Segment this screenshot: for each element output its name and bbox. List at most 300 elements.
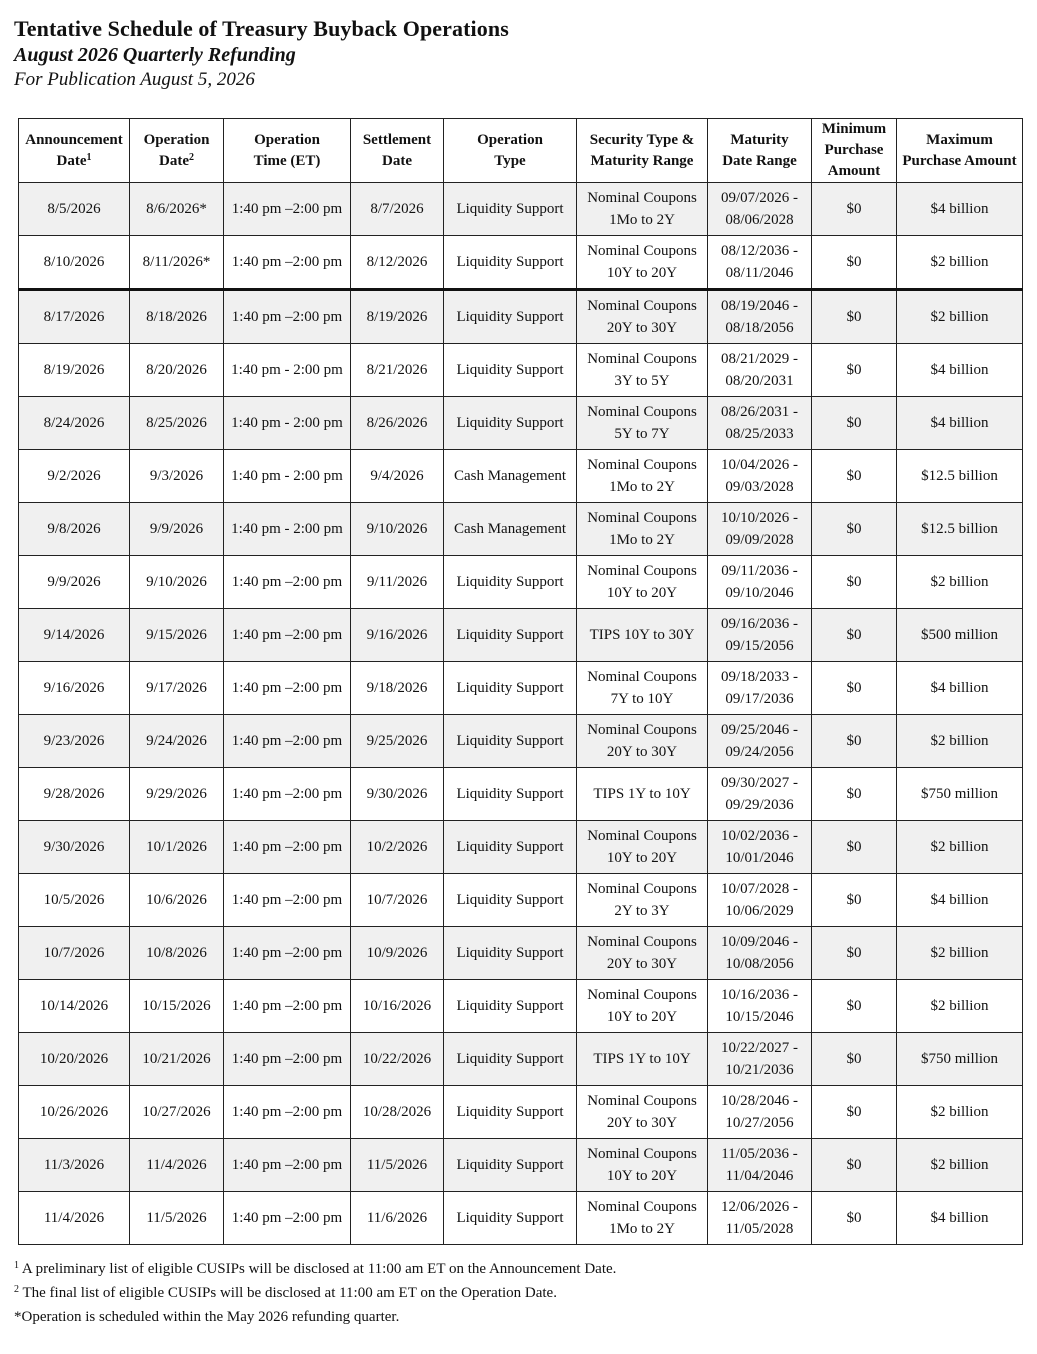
- table-row: [19, 715, 1023, 768]
- security-type-cell-text: TIPS 1Y to 10Y: [593, 1051, 691, 1067]
- settlement-date-cell: [351, 236, 444, 290]
- footnote: [14, 1306, 399, 1329]
- security-type-cell-text: 5Y to 7Y: [614, 426, 670, 442]
- security-type-cell-text: 10Y to 20Y: [606, 850, 678, 866]
- operation-date-cell: [130, 503, 224, 556]
- operation-date-cell-text: 10/27/2026: [142, 1104, 211, 1120]
- operation-time-cell-text: 1:40 pm - 2:00 pm: [231, 468, 343, 484]
- minimum-amount-cell: [812, 821, 897, 874]
- announcement-date-cell: [19, 183, 130, 236]
- column-header: [224, 119, 351, 183]
- operation-type-cell-text: Cash Management: [453, 521, 567, 537]
- security-type-cell: [577, 503, 708, 556]
- column-header-line: Minimum: [821, 121, 887, 137]
- column-header-line: Security Type &: [589, 131, 695, 148]
- document-subtitle: August 2026 Quarterly Refunding: [14, 44, 296, 66]
- operation-date-cell: [130, 1086, 224, 1139]
- maturity-range-cell-text: 11/05/2028: [725, 1221, 794, 1237]
- maturity-range-cell-text: 09/03/2028: [725, 479, 794, 495]
- table-body: [19, 183, 1023, 1245]
- minimum-amount-cell: [812, 556, 897, 609]
- settlement-date-cell: [351, 715, 444, 768]
- announcement-date-cell: [19, 1192, 130, 1245]
- security-type-cell: [577, 1033, 708, 1086]
- settlement-date-cell: [351, 556, 444, 609]
- footnote-text: The final list of eligible CUSIPs will be disclosed at 11:00 am ET on the Operation Date.: [19, 1285, 557, 1301]
- settlement-date-cell-text: 8/26/2026: [366, 415, 428, 431]
- security-type-cell-text: 1Mo to 2Y: [609, 479, 675, 495]
- security-type-cell: [577, 768, 708, 821]
- table-row: [19, 450, 1023, 503]
- security-type-cell: [577, 1139, 708, 1192]
- settlement-date-cell: [351, 1139, 444, 1192]
- operation-date-cell-text: 10/15/2026: [142, 998, 211, 1014]
- minimum-amount-cell-text: $0: [846, 309, 862, 325]
- maximum-amount-cell: [897, 1086, 1023, 1139]
- operation-time-cell-text: 1:40 pm –2:00 pm: [231, 892, 343, 908]
- settlement-date-cell: [351, 874, 444, 927]
- announcement-date-cell-text: 11/4/2026: [43, 1210, 105, 1226]
- minimum-amount-cell-text: $0: [846, 945, 862, 961]
- maturity-range-cell-text: 09/30/2027 -: [720, 775, 799, 791]
- operation-time-cell: [224, 1139, 351, 1192]
- operation-date-cell-text: 11/5/2026: [146, 1210, 207, 1226]
- operation-time-cell-text: 1:40 pm –2:00 pm: [231, 945, 343, 961]
- operation-time-cell: [224, 344, 351, 397]
- table-row: [19, 1086, 1023, 1139]
- operation-type-cell: [444, 290, 577, 344]
- operation-time-cell: [224, 821, 351, 874]
- operation-type-cell-text: Liquidity Support: [456, 733, 564, 749]
- maturity-range-cell-text: 10/09/2046 -: [720, 934, 799, 950]
- operation-time-cell-text: 1:40 pm –2:00 pm: [231, 786, 343, 802]
- operation-time-cell-text: 1:40 pm –2:00 pm: [231, 839, 343, 855]
- operation-type-cell-text: Liquidity Support: [456, 309, 564, 325]
- minimum-amount-cell: [812, 1192, 897, 1245]
- settlement-date-cell: [351, 1033, 444, 1086]
- minimum-amount-cell-text: $0: [846, 1104, 862, 1120]
- maximum-amount-cell-text: $4 billion: [930, 1210, 989, 1226]
- maturity-range-cell-text: 10/06/2029: [725, 903, 794, 919]
- maximum-amount-cell-text: $4 billion: [930, 201, 989, 217]
- maturity-range-cell: [708, 715, 812, 768]
- operation-date-cell-text: 8/20/2026: [146, 362, 207, 378]
- table-row: [19, 927, 1023, 980]
- operation-time-cell: [224, 183, 351, 236]
- operation-type-cell-text: Liquidity Support: [456, 998, 564, 1014]
- announcement-date-cell: [19, 397, 130, 450]
- maximum-amount-cell-text: $2 billion: [930, 733, 989, 749]
- operation-date-cell-text: 10/6/2026: [146, 892, 207, 908]
- operation-time-cell-text: 1:40 pm –2:00 pm: [231, 1104, 343, 1120]
- security-type-cell-text: Nominal Coupons: [587, 1146, 697, 1162]
- maturity-range-cell: [708, 1139, 812, 1192]
- operation-time-cell: [224, 609, 351, 662]
- maturity-range-cell-text: 08/20/2031: [725, 373, 794, 389]
- announcement-date-cell: [19, 1139, 130, 1192]
- announcement-date-cell: [19, 927, 130, 980]
- settlement-date-cell: [351, 503, 444, 556]
- minimum-amount-cell-text: $0: [846, 1210, 862, 1226]
- security-type-cell-text: 10Y to 20Y: [606, 1168, 678, 1184]
- security-type-cell-text: Nominal Coupons: [587, 457, 697, 473]
- column-header-line: Operation: [477, 131, 543, 148]
- maturity-range-cell-text: 10/16/2036 -: [720, 987, 799, 1003]
- security-type-cell-text: Nominal Coupons: [587, 510, 697, 526]
- operation-date-cell-text: 9/15/2026: [146, 627, 207, 643]
- maturity-range-cell: [708, 344, 812, 397]
- operation-date-cell-text: 9/24/2026: [146, 733, 207, 749]
- table-row: [19, 980, 1023, 1033]
- maturity-range-cell-text: 10/02/2036 -: [720, 828, 799, 844]
- operation-time-cell-text: 1:40 pm –2:00 pm: [231, 680, 343, 696]
- settlement-date-cell: [351, 344, 444, 397]
- table-row: [19, 556, 1023, 609]
- maturity-range-cell: [708, 290, 812, 344]
- maximum-amount-cell: [897, 821, 1023, 874]
- column-header: [812, 119, 897, 183]
- maximum-amount-cell-text: $750 million: [920, 1051, 999, 1067]
- maturity-range-cell-text: 09/11/2036 -: [721, 563, 798, 579]
- operation-type-cell: [444, 450, 577, 503]
- settlement-date-cell-text: 11/6/2026: [366, 1210, 428, 1226]
- column-header-line: Settlement: [362, 131, 432, 148]
- operation-type-cell: [444, 1139, 577, 1192]
- table-row: [19, 768, 1023, 821]
- maximum-amount-cell-text: $12.5 billion: [921, 468, 998, 484]
- operation-time-cell-text: 1:40 pm –2:00 pm: [231, 1051, 343, 1067]
- security-type-cell-text: Nominal Coupons: [587, 987, 697, 1003]
- operation-type-cell-text: Liquidity Support: [456, 1104, 564, 1120]
- minimum-amount-cell: [812, 980, 897, 1033]
- footnote-marker: 1: [86, 151, 92, 163]
- column-header-line: Date Range: [722, 152, 797, 169]
- operation-date-cell: [130, 397, 224, 450]
- minimum-amount-cell-text: $0: [846, 998, 862, 1014]
- security-type-cell: [577, 927, 708, 980]
- maturity-range-cell: [708, 1033, 812, 1086]
- announcement-date-cell-text: 8/17/2026: [43, 309, 105, 325]
- table-header-row: [19, 119, 1023, 183]
- table-row: [19, 821, 1023, 874]
- operation-type-cell: [444, 662, 577, 715]
- column-header-line: Date: [382, 152, 412, 169]
- operation-date-cell-text: 8/18/2026: [146, 309, 207, 325]
- operation-type-cell-text: Liquidity Support: [456, 362, 564, 378]
- operation-time-cell-text: 1:40 pm –2:00 pm: [231, 998, 343, 1014]
- operation-date-cell: [130, 1139, 224, 1192]
- announcement-date-cell-text: 9/14/2026: [43, 627, 105, 643]
- footnote-marker: 2: [14, 1284, 19, 1295]
- security-type-cell-text: 10Y to 20Y: [606, 265, 678, 281]
- security-type-cell-text: 1Mo to 2Y: [609, 1221, 675, 1237]
- maximum-amount-cell-text: $4 billion: [930, 680, 989, 696]
- operation-time-cell: [224, 503, 351, 556]
- minimum-amount-cell: [812, 236, 897, 290]
- settlement-date-cell-text: 9/10/2026: [366, 521, 428, 537]
- security-type-cell-text: 20Y to 30Y: [606, 320, 678, 336]
- maturity-range-cell-text: 11/04/2046: [725, 1168, 794, 1184]
- column-header-line: Operation: [143, 131, 210, 148]
- operation-time-cell-text: 1:40 pm –2:00 pm: [231, 1210, 343, 1226]
- operation-date-cell: [130, 344, 224, 397]
- column-header-line: Purchase Amount: [902, 152, 1017, 169]
- security-type-cell-text: 20Y to 30Y: [606, 744, 678, 760]
- announcement-date-cell-text: 8/5/2026: [47, 201, 101, 217]
- footnote-text: A preliminary list of eligible CUSIPs will be disclosed at 11:00 am ET on the Announcement Date.: [19, 1261, 617, 1277]
- security-type-cell-text: TIPS 10Y to 30Y: [589, 627, 695, 643]
- maximum-amount-cell: [897, 927, 1023, 980]
- maturity-range-cell-text: 08/21/2029 -: [720, 351, 799, 367]
- settlement-date-cell-text: 10/9/2026: [366, 945, 428, 961]
- minimum-amount-cell: [812, 290, 897, 344]
- minimum-amount-cell-text: $0: [846, 1051, 862, 1067]
- table-row: [19, 503, 1023, 556]
- maximum-amount-cell-text: $2 billion: [930, 945, 989, 961]
- settlement-date-cell-text: 9/25/2026: [366, 733, 428, 749]
- operation-time-cell-text: 1:40 pm –2:00 pm: [231, 309, 343, 325]
- maturity-range-cell: [708, 768, 812, 821]
- maturity-range-cell-text: 08/18/2056: [725, 320, 794, 336]
- operation-type-cell: [444, 927, 577, 980]
- maturity-range-cell-text: 08/26/2031 -: [720, 404, 799, 420]
- announcement-date-cell-text: 8/10/2026: [43, 254, 105, 270]
- maximum-amount-cell-text: $4 billion: [930, 415, 989, 431]
- announcement-date-cell: [19, 874, 130, 927]
- table-row: [19, 874, 1023, 927]
- minimum-amount-cell: [812, 503, 897, 556]
- column-header: [351, 119, 444, 183]
- operation-type-cell-text: Liquidity Support: [456, 574, 564, 590]
- announcement-date-cell-text: 9/23/2026: [43, 733, 105, 749]
- announcement-date-cell: [19, 662, 130, 715]
- maturity-range-cell-text: 12/06/2026 -: [720, 1199, 799, 1215]
- operation-time-cell: [224, 927, 351, 980]
- minimum-amount-cell-text: $0: [846, 839, 862, 855]
- announcement-date-cell: [19, 556, 130, 609]
- maturity-range-cell: [708, 556, 812, 609]
- minimum-amount-cell-text: $0: [846, 680, 862, 696]
- settlement-date-cell-text: 9/11/2026: [366, 574, 428, 590]
- security-type-cell: [577, 1086, 708, 1139]
- maturity-range-cell-text: 08/19/2046 -: [720, 298, 799, 314]
- security-type-cell: [577, 556, 708, 609]
- maximum-amount-cell: [897, 556, 1023, 609]
- maximum-amount-cell: [897, 1033, 1023, 1086]
- security-type-cell: [577, 662, 708, 715]
- settlement-date-cell-text: 8/19/2026: [366, 309, 428, 325]
- footnote-marker: 1: [14, 1260, 19, 1271]
- security-type-cell-text: Nominal Coupons: [587, 351, 697, 367]
- operation-date-cell: [130, 236, 224, 290]
- settlement-date-cell-text: 8/21/2026: [366, 362, 428, 378]
- operation-type-cell: [444, 980, 577, 1033]
- security-type-cell: [577, 1192, 708, 1245]
- maximum-amount-cell: [897, 1192, 1023, 1245]
- table-row: [19, 290, 1023, 344]
- footnote: [14, 1258, 616, 1281]
- settlement-date-cell-text: 8/7/2026: [370, 201, 424, 217]
- announcement-date-cell-text: 10/26/2026: [39, 1104, 109, 1120]
- maturity-range-cell: [708, 980, 812, 1033]
- operation-type-cell: [444, 1033, 577, 1086]
- security-type-cell-text: 1Mo to 2Y: [609, 532, 675, 548]
- settlement-date-cell: [351, 290, 444, 344]
- column-header-line: Purchase: [824, 142, 884, 158]
- operation-date-cell-text: 11/4/2026: [146, 1157, 207, 1173]
- security-type-cell-text: TIPS 1Y to 10Y: [593, 786, 691, 802]
- minimum-amount-cell: [812, 927, 897, 980]
- security-type-cell: [577, 344, 708, 397]
- operation-time-cell-text: 1:40 pm –2:00 pm: [231, 733, 343, 749]
- table-row: [19, 1139, 1023, 1192]
- operation-date-cell: [130, 874, 224, 927]
- security-type-cell: [577, 290, 708, 344]
- footnote: [14, 1282, 557, 1305]
- column-header: [444, 119, 577, 183]
- operation-date-cell-text: 9/9/2026: [149, 521, 204, 537]
- operation-time-cell: [224, 397, 351, 450]
- security-type-cell-text: Nominal Coupons: [587, 1093, 697, 1109]
- announcement-date-cell: [19, 609, 130, 662]
- announcement-date-cell-text: 9/28/2026: [43, 786, 105, 802]
- announcement-date-cell-text: 9/9/2026: [47, 574, 101, 590]
- operation-date-cell-text: 10/21/2026: [142, 1051, 211, 1067]
- settlement-date-cell-text: 9/30/2026: [366, 786, 428, 802]
- buyback-schedule-table: [18, 118, 1023, 1245]
- security-type-cell-text: 20Y to 30Y: [606, 956, 678, 972]
- announcement-date-cell: [19, 450, 130, 503]
- maturity-range-cell-text: 08/11/2046: [725, 265, 794, 281]
- footnote-text: *Operation is scheduled within the May 2026 refunding quarter.: [14, 1309, 400, 1325]
- operation-time-cell-text: 1:40 pm –2:00 pm: [231, 1157, 343, 1173]
- maturity-range-cell-text: 10/07/2028 -: [720, 881, 799, 897]
- operation-date-cell: [130, 183, 224, 236]
- settlement-date-cell: [351, 980, 444, 1033]
- operation-time-cell: [224, 236, 351, 290]
- operation-time-cell: [224, 290, 351, 344]
- settlement-date-cell: [351, 450, 444, 503]
- minimum-amount-cell: [812, 183, 897, 236]
- operation-type-cell-text: Liquidity Support: [456, 839, 564, 855]
- footnote-marker: 2: [189, 151, 194, 163]
- operation-type-cell: [444, 1192, 577, 1245]
- security-type-cell-text: Nominal Coupons: [587, 243, 697, 259]
- announcement-date-cell-text: 9/2/2026: [47, 468, 101, 484]
- operation-date-cell: [130, 662, 224, 715]
- maturity-range-cell-text: 09/29/2036: [725, 797, 794, 813]
- security-type-cell-text: Nominal Coupons: [587, 934, 697, 950]
- operation-time-cell-text: 1:40 pm - 2:00 pm: [231, 415, 343, 431]
- maturity-range-cell-text: 09/09/2028: [725, 532, 794, 548]
- settlement-date-cell-text: 9/16/2026: [366, 627, 428, 643]
- settlement-date-cell-text: 10/16/2026: [362, 998, 432, 1014]
- maturity-range-cell-text: 09/24/2056: [725, 744, 794, 760]
- security-type-cell-text: Nominal Coupons: [587, 881, 697, 897]
- minimum-amount-cell-text: $0: [846, 254, 862, 270]
- operation-date-cell: [130, 715, 224, 768]
- settlement-date-cell-text: 10/2/2026: [366, 839, 428, 855]
- maximum-amount-cell-text: $500 million: [920, 627, 999, 643]
- operation-time-cell: [224, 662, 351, 715]
- announcement-date-cell-text: 9/8/2026: [47, 521, 101, 537]
- minimum-amount-cell: [812, 609, 897, 662]
- operation-type-cell: [444, 556, 577, 609]
- publication-date: For Publication August 5, 2026: [14, 69, 255, 90]
- settlement-date-cell-text: 11/5/2026: [366, 1157, 428, 1173]
- maximum-amount-cell: [897, 980, 1023, 1033]
- announcement-date-cell-text: 10/14/2026: [39, 998, 109, 1014]
- settlement-date-cell-text: 8/12/2026: [366, 254, 428, 270]
- column-header: [19, 119, 130, 183]
- table-row: [19, 183, 1023, 236]
- operation-type-cell: [444, 397, 577, 450]
- maximum-amount-cell: [897, 397, 1023, 450]
- settlement-date-cell-text: 9/18/2026: [366, 680, 428, 696]
- announcement-date-cell: [19, 236, 130, 290]
- maximum-amount-cell: [897, 768, 1023, 821]
- security-type-cell-text: 1Mo to 2Y: [609, 212, 675, 228]
- operation-date-cell: [130, 821, 224, 874]
- operation-time-cell: [224, 980, 351, 1033]
- announcement-date-cell: [19, 344, 130, 397]
- maturity-range-cell-text: 08/25/2033: [725, 426, 794, 442]
- announcement-date-cell: [19, 821, 130, 874]
- column-header-line: Date$^1$: [56, 151, 92, 169]
- maturity-range-cell-text: 09/18/2033 -: [720, 669, 799, 685]
- maturity-range-cell-text: 10/10/2026 -: [720, 510, 799, 526]
- minimum-amount-cell: [812, 662, 897, 715]
- operation-time-cell-text: 1:40 pm –2:00 pm: [231, 574, 343, 590]
- maximum-amount-cell-text: $750 million: [920, 786, 999, 802]
- column-header-line: Maturity: [730, 131, 789, 148]
- operation-type-cell-text: Liquidity Support: [456, 892, 564, 908]
- announcement-date-cell: [19, 768, 130, 821]
- maturity-range-cell-text: 10/01/2046: [725, 850, 794, 866]
- maturity-range-cell-text: 09/10/2046: [725, 585, 794, 601]
- operation-type-cell-text: Liquidity Support: [456, 945, 564, 961]
- maturity-range-cell-text: 10/27/2056: [725, 1115, 794, 1131]
- maturity-range-cell-text: 10/22/2027 -: [720, 1040, 799, 1056]
- table-row: [19, 397, 1023, 450]
- security-type-cell-text: 10Y to 20Y: [606, 585, 678, 601]
- maximum-amount-cell-text: $2 billion: [930, 1157, 989, 1173]
- announcement-date-cell-text: 10/5/2026: [43, 892, 105, 908]
- maximum-amount-cell: [897, 1139, 1023, 1192]
- minimum-amount-cell-text: $0: [846, 892, 862, 908]
- security-type-cell: [577, 874, 708, 927]
- operation-time-cell: [224, 450, 351, 503]
- security-type-cell-text: Nominal Coupons: [587, 828, 697, 844]
- operation-type-cell: [444, 183, 577, 236]
- security-type-cell-text: 3Y to 5Y: [614, 373, 670, 389]
- maturity-range-cell-text: 09/07/2026 -: [720, 190, 799, 206]
- maturity-range-cell-text: 10/28/2046 -: [720, 1093, 799, 1109]
- maximum-amount-cell-text: $12.5 billion: [921, 521, 998, 537]
- maximum-amount-cell: [897, 503, 1023, 556]
- maximum-amount-cell-text: $2 billion: [930, 998, 989, 1014]
- table-row: [19, 1033, 1023, 1086]
- maturity-range-cell: [708, 821, 812, 874]
- table-row: [19, 1192, 1023, 1245]
- operation-type-cell: [444, 874, 577, 927]
- table-row: [19, 662, 1023, 715]
- table-row: [19, 236, 1023, 290]
- operation-date-cell: [130, 609, 224, 662]
- operation-time-cell-text: 1:40 pm - 2:00 pm: [231, 521, 343, 537]
- operation-type-cell: [444, 503, 577, 556]
- operation-date-cell-text: 9/3/2026: [149, 468, 204, 484]
